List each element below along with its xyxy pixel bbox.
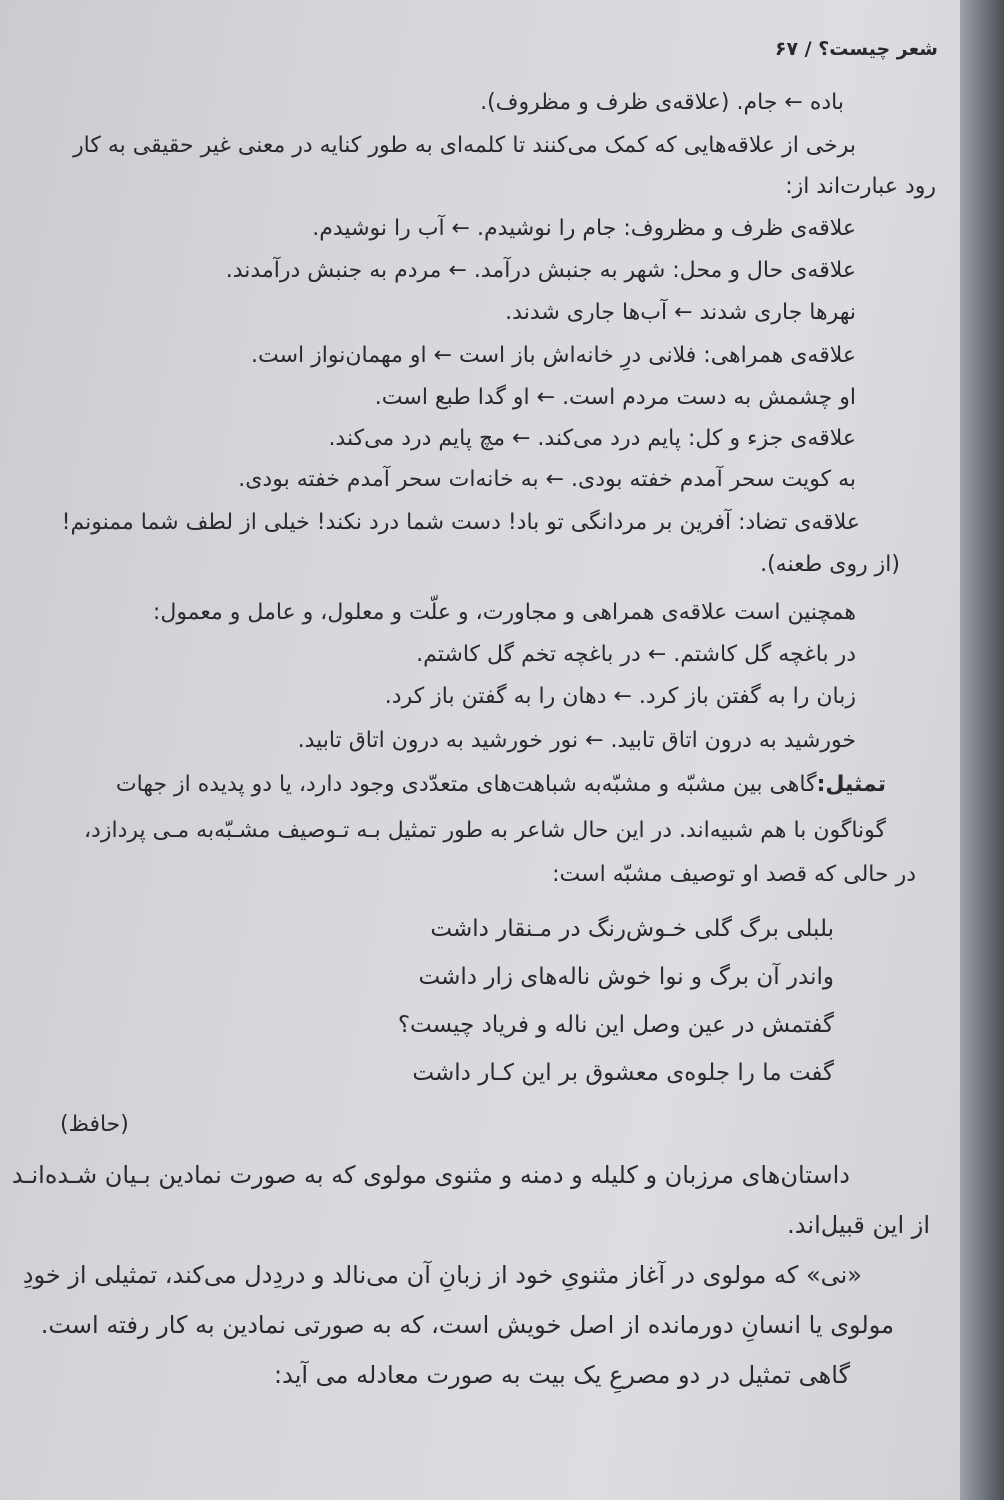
text-line: او چشمش به دست مردم است. ← او گدا طبع است. (374, 385, 856, 410)
text-line: باده ← جام. (علاقه‌ی ظرف و مظروف). (480, 90, 844, 115)
verse-line: بلبلی برگ گلی خـوش‌رنگ در مـنقار داشت (430, 916, 834, 942)
verse-line: واندر آن برگ و نوا خوش ناله‌های زار داشت (418, 964, 834, 990)
term-label: تمثیل: (816, 772, 886, 797)
text-line: (از روی طعنه). (760, 552, 900, 577)
text-line: در باغچه گل کاشتم. ← در باغچه تخم گل کاشتم. (416, 642, 856, 667)
text-line: گوناگون با هم شبیه‌اند. در این حال شاعر به طور تمثیل بـه تـوصیف مشـبّه‌به مـی پردازد، (83, 818, 886, 843)
text-line: زبان را به گفتن باز کرد. ← دهان را به گفتن باز کرد. (384, 684, 856, 709)
text-line: علاقه‌ی جزء و کل: پایم درد می‌کند. ← مچ پایم درد می‌کند. (328, 426, 856, 451)
text-line: علاقه‌ی همراهی: فلانی درِ خانه‌اش باز است ← او مهمان‌نواز است. (251, 343, 856, 368)
text-line: در حالی که قصد او توصیف مشبّه است: (552, 862, 916, 887)
text-line: برخی از علاقه‌هایی که کمک می‌کنند تا کلمه‌ای به طور کنایه در معنی غیر حقیقی به کار (73, 133, 856, 158)
verse-line: گفتمش در عین وصل این ناله و فریاد چیست؟ (397, 1012, 834, 1038)
text-line: علاقه‌ی حال و محل: شهر به جنبش درآمد. ← مردم به جنبش درآمدند. (225, 258, 856, 283)
text-line: داستان‌های مرزبان و کلیله و دمنه و مثنوی مولوی که به صورت نمادین بـیان شـده‌انـد (11, 1161, 850, 1189)
text-line: نهرها جاری شدند ← آب‌ها جاری شدند. (505, 300, 856, 325)
running-header: شعر چیست؟ / ۶۷ (774, 38, 938, 60)
text-line: همچنین است علاقه‌ی همراهی و مجاورت، و علّت و معلول، و عامل و معمول: (152, 600, 856, 625)
verse-line: گفت ما را جلوه‌ی معشوق بر این کـار داشت (412, 1060, 834, 1086)
text-line: رود عبارت‌اند از: (785, 174, 936, 199)
text-line: علاقه‌ی تضاد: آفرین بر مردانگی تو باد! دست شما درد نکند! خیلی از لطف شما ممنونم! (61, 510, 860, 535)
text-line: به کویت سحر آمدم خفته بودی. ← به خانه‌ات سحر آمدم خفته بودی. (238, 467, 856, 492)
text-line: علاقه‌ی ظرف و مظروف: جام را نوشیدم. ← آب را نوشیدم. (312, 216, 856, 241)
text-line: از این قبیل‌اند. (787, 1211, 930, 1239)
text-line: گاهی تمثیل در دو مصرعِ یک بیت به صورت معادله می آید: (274, 1361, 850, 1389)
term-definition: گاهی بین مشبّه و مشبّه‌به شباهت‌های متعدّدی وجود دارد، یا دو پدیده از جهات (115, 772, 817, 797)
verse-attribution: (حافظ) (60, 1112, 129, 1137)
text-line: «نی» که مولوی در آغاز مثنویِ خود از زبانِ آن می‌نالد و دردِدل می‌کند، تمثیلی از خودِ (22, 1261, 862, 1289)
text-line: مولوی یا انسانِ دورمانده از اصل خویش است، که به صورتی نمادین به کار رفته است. (40, 1311, 894, 1339)
page-edge-shadow (960, 0, 1004, 1500)
text-line (116, 770, 886, 800)
text-line: خورشید به درون اتاق تابید. ← نور خورشید به درون اتاق تابید. (297, 728, 856, 753)
